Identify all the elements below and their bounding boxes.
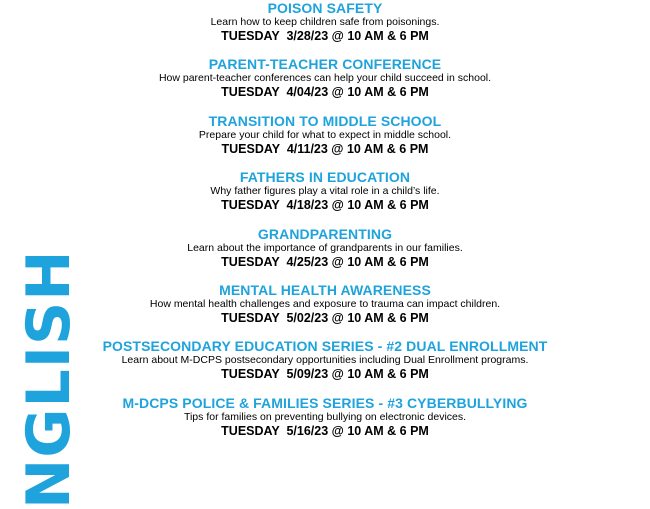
event-item <box>0 169 650 213</box>
event-title: M-DCPS POLICE & FAMILIES SERIES - #3 CYBERBULLYING <box>122 395 528 411</box>
event-description: Learn how to keep children safe from poisonings. <box>210 16 440 28</box>
event-item <box>0 338 650 382</box>
event-date: TUESDAY 5/16/23 @ 10 AM & 6 PM <box>221 424 429 438</box>
event-title: POSTSECONDARY EDUCATION SERIES - #2 DUAL ENROLLMENT <box>102 338 548 354</box>
event-date: TUESDAY 5/09/23 @ 10 AM & 6 PM <box>221 367 429 381</box>
event-description: How mental health challenges and exposure to trauma can impact children. <box>149 298 501 310</box>
event-title: GRANDPARENTING <box>257 226 393 242</box>
event-description: Tips for families on preventing bullying on electronic devices. <box>183 411 467 423</box>
event-item <box>0 282 650 326</box>
event-date: TUESDAY 4/11/23 @ 10 AM & 6 PM <box>221 142 429 156</box>
event-item <box>0 395 650 439</box>
event-date: TUESDAY 4/04/23 @ 10 AM & 6 PM <box>221 85 429 99</box>
event-title: TRANSITION TO MIDDLE SCHOOL <box>208 113 442 129</box>
event-title: FATHERS IN EDUCATION <box>239 169 411 185</box>
event-date: TUESDAY 3/28/23 @ 10 AM & 6 PM <box>221 29 429 43</box>
event-item <box>0 113 650 157</box>
event-description: Learn about M-DCPS postsecondary opportunities including Dual Enrollment programs. <box>121 354 529 366</box>
event-date: TUESDAY 5/02/23 @ 10 AM & 6 PM <box>221 311 429 325</box>
event-title: POISON SAFETY <box>267 0 383 16</box>
event-item <box>0 226 650 270</box>
event-item <box>0 0 650 44</box>
event-date: TUESDAY 4/25/23 @ 10 AM & 6 PM <box>221 255 429 269</box>
event-description: Why father figures play a vital role in a child’s life. <box>210 185 440 197</box>
event-title: MENTAL HEALTH AWARENESS <box>219 282 431 298</box>
event-description: Learn about the importance of grandparents in our families. <box>187 242 463 254</box>
event-date: TUESDAY 4/18/23 @ 10 AM & 6 PM <box>221 198 429 212</box>
event-description: Prepare your child for what to expect in middle school. <box>198 129 452 141</box>
language-side-label: NGLISH <box>14 249 84 509</box>
event-description: How parent-teacher conferences can help your child succeed in school. <box>158 72 492 84</box>
event-title: PARENT-TEACHER CONFERENCE <box>208 56 442 72</box>
event-item <box>0 56 650 100</box>
